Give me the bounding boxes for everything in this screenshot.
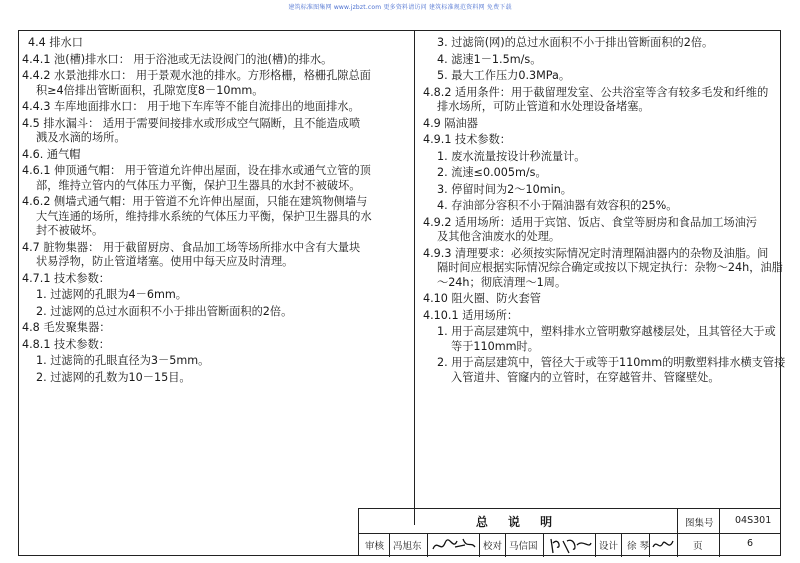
paragraph-4-4-2-cont: 积≥4倍排出管断面积，孔隙宽度8－10mm。 (36, 83, 264, 97)
title-block-row-title (359, 509, 781, 534)
paragraph-4-8-1: 4.8.1 技术参数： (22, 337, 110, 351)
section-heading-4-8: 4.8 毛发聚集器： (22, 321, 111, 334)
paragraph-4-7: 4.7 脏物集器： 用于截留厨房、食品加工场等场所排水中含有大量块 (22, 240, 361, 254)
list-item: 5. 最大工作压力0.3MPa。 (437, 69, 571, 82)
paragraph-4-4-1: 4.4.1 池(槽)排水口： 用于浴池或无法设阀门的池(槽)的排水。 (22, 52, 333, 66)
atlas-number: 04S301 (735, 515, 772, 526)
title-block-row-signatures (359, 534, 781, 556)
check-label: 校对 (483, 541, 503, 552)
paragraph-4-8-2: 4.8.2 适用条件：用于截留理发室、公共浴室等含有较多毛发和纤维的 (423, 85, 769, 99)
right-column (423, 36, 786, 385)
paragraph-4-10-1: 4.10.1 适用场所： (423, 308, 519, 322)
paragraph-4-5-cont: 溅及水滴的场所。 (36, 131, 126, 144)
designer-signature (651, 535, 677, 555)
list-item: 2. 过滤网的总过水面积不小于排出管断面积的2倍。 (36, 304, 293, 318)
paragraph-4-6-1: 4.6.1 伸顶通气帽： 用于管道允许伸出屋面，设在排水或通气立管的顶 (22, 164, 371, 177)
left-column (22, 36, 410, 385)
review-label: 审核 (365, 541, 385, 552)
section-heading-4-6: 4.6. 通气帽 (22, 147, 81, 161)
column-divider (414, 30, 415, 525)
list-item: 2. 过滤网的孔数为10－15目。 (36, 370, 191, 384)
paragraph-4-6-2-cont2: 封不被破坏。 (36, 224, 104, 237)
list-item-cont: 入管道井、管窿内的立管时，在穿越管井、管窿壁处。 (451, 370, 720, 384)
paragraph-4-9-2-cont: 及其他含油废水的处理。 (437, 230, 561, 243)
paragraph-4-6-1-cont: 部，维持立管内的气体压力平衡，保护卫生器具的水封不被破坏。 (36, 178, 361, 192)
paragraph-4-9-3: 4.9.3 清理要求：必须按实际情况定时清理隔油器内的杂物及油脂。间 (423, 246, 769, 260)
paragraph-4-4-3: 4.4.3 车库地面排水口： 用于地下车库等不能自流排出的地面排水。 (22, 100, 360, 113)
section-heading-4-4: 4.4 排水口 (28, 36, 83, 49)
list-item: 4. 滤速1－1.5m/s。 (437, 52, 542, 66)
atlas-number-label: 图集号 (685, 518, 714, 529)
reviewer-signature (431, 535, 477, 555)
list-item: 3. 过滤筒(网)的总过水面积不小于排出管断面积的2倍。 (437, 36, 714, 49)
paragraph-4-8-2-cont: 排水场所，可防止管道和水处理设备堵塞。 (437, 100, 650, 113)
title-block (358, 508, 781, 556)
paragraph-4-5: 4.5 排水漏斗： 适用于需要间接排水或形成空气隔断，且不能造成喷 (22, 116, 361, 130)
list-item: 1. 用于高层建筑中，塑料排水立管明敷穿越楼层处，且其管径大于或 (437, 325, 776, 338)
page-number: 6 (747, 538, 754, 549)
watermark-text: 建筑标准图集网 www.jzbzt.com 更多资料请访问 建筑标准规范资料网 免费下载 (288, 4, 512, 11)
list-item: 1. 过滤筒的孔眼直径为3－5mm。 (36, 354, 210, 367)
list-item: 2. 流速≤0.005m/s。 (437, 166, 547, 179)
paragraph-4-9-3-cont2: ～24h；彻底清理～1周。 (437, 275, 567, 289)
page-label: 页 (693, 541, 703, 552)
designer-name: 徐 琴 (627, 541, 650, 552)
list-item-cont: 等于110mm时。 (451, 339, 539, 353)
paragraph-4-9-2: 4.9.2 适用场所：适用于宾馆、饭店、食堂等厨房和食品加工场油污 (423, 215, 758, 229)
paragraph-4-7-cont: 状易浮物，防止管道堵塞。使用中每天应及时清理。 (36, 255, 294, 268)
reviewer-name: 冯旭东 (393, 541, 422, 552)
section-heading-4-10: 4.10 阻火圈、防火套管 (423, 292, 541, 305)
list-item: 2. 用于高层建筑中，管径大于或等于110mm的明敷塑料排水横支管接 (437, 356, 786, 369)
paragraph-4-9-3-cont: 隔时间应根据实际情况综合确定或按以下规定执行：杂物～24h，油脂 (437, 261, 783, 274)
checker-signature (547, 535, 593, 555)
section-heading-4-9: 4.9 隔油器 (423, 116, 478, 130)
paragraph-4-7-1: 4.7.1 技术参数： (22, 271, 110, 285)
paragraph-4-9-1: 4.9.1 技术参数： (423, 133, 511, 146)
paragraph-4-4-2: 4.4.2 水景池排水口： 用于景观水池的排水。方形格栅，格栅孔隙总面 (22, 69, 371, 82)
list-item: 1. 过滤网的孔眼为4－6mm。 (36, 288, 187, 301)
list-item: 4. 存油部分容积不小于隔油器有效容积的25%。 (437, 199, 678, 212)
list-item: 3. 停留时间为2～10min。 (437, 182, 572, 196)
drawing-title: 总 说 明 (475, 515, 561, 529)
checker-name: 马信国 (509, 541, 538, 552)
paragraph-4-6-2-cont: 大气连通的场所，维持排水系统的气体压力平衡，保护卫生器具的水 (36, 209, 372, 223)
list-item: 1. 废水流量按设计秒流量计。 (437, 149, 586, 163)
design-label: 设计 (599, 541, 619, 552)
paragraph-4-6-2: 4.6.2 侧墙式通气帽：用于管道不允许伸出屋面，只能在建筑物侧墙与 (22, 195, 368, 208)
